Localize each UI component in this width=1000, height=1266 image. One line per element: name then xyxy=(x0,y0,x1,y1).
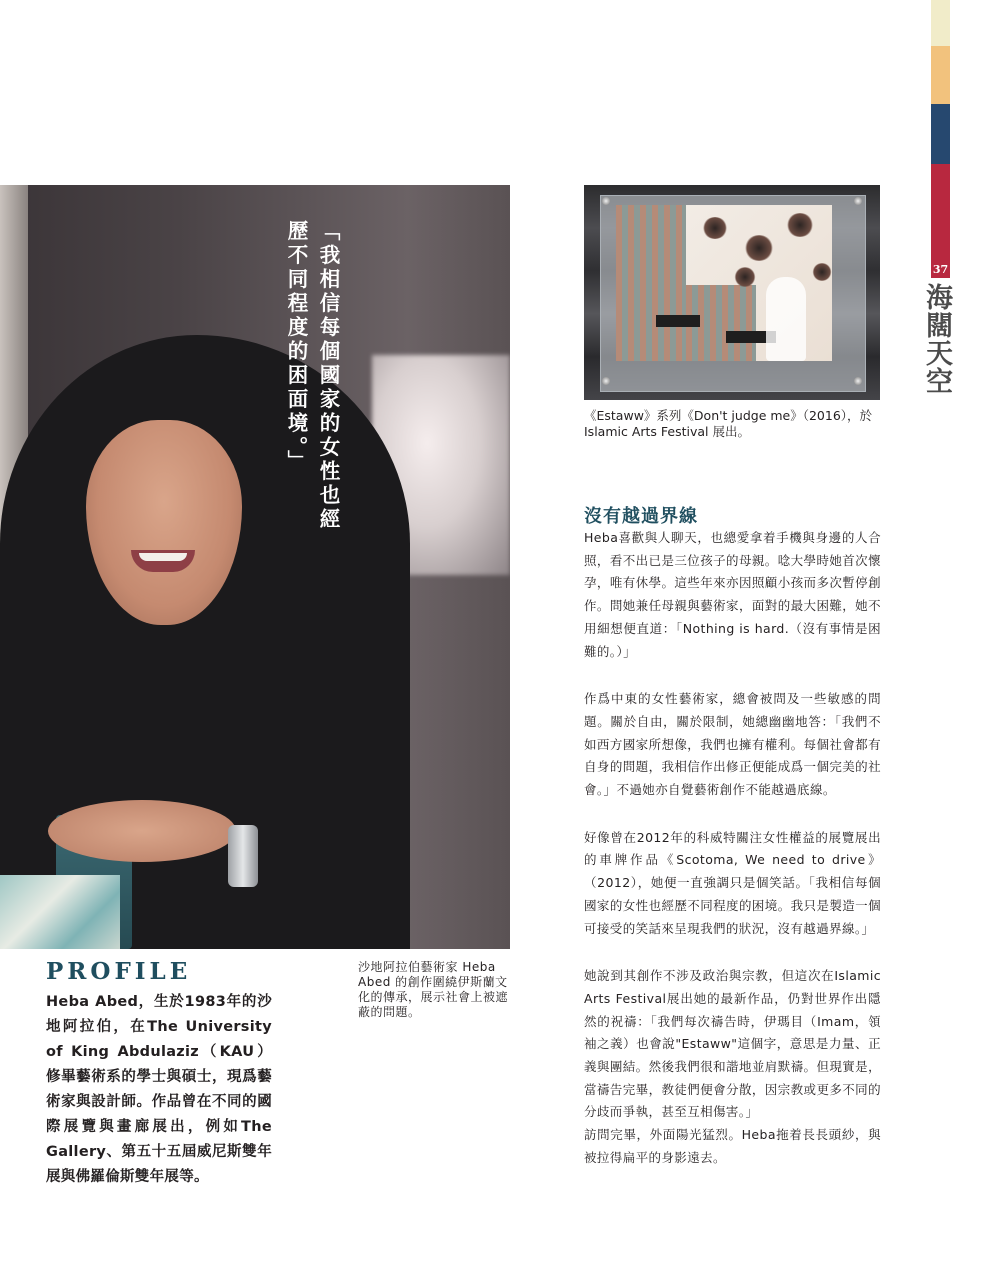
article-paragraph: 作爲中東的女性藝術家，總會被問及一些敏感的問題。關於自由，關於限制，她總幽幽地答：「我們不如西方國家所想像，我們也擁有權利。每個社會都有自身的問題，我相信作出修正便能成爲一個完美的社會。」不過她亦自覺藝術創作不能越過底線。 xyxy=(584,691,881,798)
black-bar xyxy=(656,315,700,327)
article-body xyxy=(584,527,881,1170)
ink-blot xyxy=(812,263,832,281)
veiled-figure xyxy=(766,277,806,361)
color-tab-cream xyxy=(931,0,950,46)
ink-blot xyxy=(702,217,728,239)
mount-screw xyxy=(854,197,862,205)
ink-blot xyxy=(734,267,756,287)
article-heading: 沒有越過界線 xyxy=(584,506,698,527)
artwork-print xyxy=(616,205,832,361)
portrait-caption: 沙地阿拉伯藝術家 Heba Abed 的創作圍繞伊斯蘭文化的傳承，展示社會上被遮蔽的問題。 xyxy=(358,960,509,1019)
ink-blot xyxy=(786,213,814,237)
article-paragraph: 好像曾在2012年的科威特關注女性權益的展覽展出的車牌作品《Scotoma, We need to drive》（2012），她便一直強調只是個笑話。「我相信每個國家的女性也經歷不同程度的困境。我只是製造一個可接受的笑話來呈現我們的狀況，沒有越過界線。」 xyxy=(584,829,881,936)
ink-blot xyxy=(744,235,774,261)
section-title: 海闊天空 xyxy=(921,283,952,395)
page-number: 37 xyxy=(932,263,949,276)
artwork-caption: 《Estaww》系列《Don't judge me》（2016），於 Islamic Arts Festival 展出。 xyxy=(584,408,873,439)
article-paragraph: 訪問完畢，外面陽光猛烈。Heba拖着長長頭紗，與被拉得扁平的身影遠去。 xyxy=(584,1127,881,1165)
mount-screw xyxy=(602,197,610,205)
tile-pattern xyxy=(616,205,686,361)
wristwatch xyxy=(228,825,258,887)
mount-screw xyxy=(602,377,610,385)
article-paragraph: 她說到其創作不涉及政治與宗教，但這次在Islamic Arts Festival展出她的最新作品，仍對世界作出隱然的祝禱：「我們每次禱告時，伊瑪目（Imam，領袖之義）也會說"Estaww"這個字，意思是力量、正義與團結。然後我們很和諧地並肩默禱。但現實是，當禱告完畢，教徒們便會分散，因宗教或更多不同的分歧而爭執，甚至互相傷害。」 xyxy=(584,968,881,1120)
profile-heading: PROFILE xyxy=(46,958,192,985)
mount-screw xyxy=(854,377,862,385)
color-tab-red xyxy=(931,164,950,262)
pull-quote: 「我相信每個國家的女性也經歷不同程度的困⾯境。」 xyxy=(284,220,340,532)
color-tab-navy xyxy=(931,104,950,164)
artwork-photo xyxy=(584,185,880,400)
patterned-scarf xyxy=(0,875,120,949)
article-paragraph: Heba喜歡與人聊天，也總愛拿着手機與身邊的人合照，看不出已是三位孩子的母親。唸大學時她首次懷孕，唯有休學。這些年來亦因照顧小孩而多次暫停創作。問她兼任母親與藝術家，面對的最大困難，她不用細想便直道：「Nothing is hard.（沒有事情是困難的。）」 xyxy=(584,530,881,659)
color-tab-orange xyxy=(931,46,950,104)
profile-body: Heba Abed，生於1983年的沙地阿拉伯，在The University of King Abdulaziz（KAU）修畢藝術系的學士與碩士，現爲藝術家與設計師。作品曾在不同的國際展覽與畫廊展出，例如The Gallery、第五十五屆威尼斯雙年展與佛羅倫斯雙年展等。 xyxy=(46,994,272,1185)
clasped-hands xyxy=(48,800,236,862)
